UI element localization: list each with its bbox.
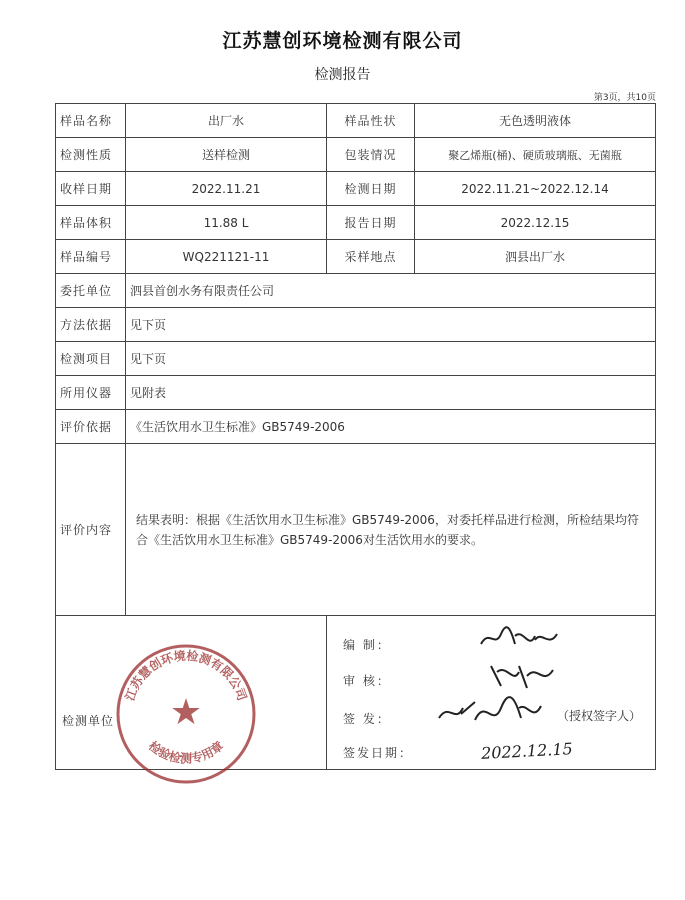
eval-basis-label: 评价依据 (56, 410, 126, 444)
testing-org-label: 检测单位 (62, 714, 115, 728)
sample-name-label: 样品名称 (56, 104, 126, 138)
sample-id-label: 样品编号 (56, 240, 126, 274)
compiled-label: 编 制： (343, 638, 391, 652)
table-row (56, 104, 656, 138)
receive-date-label: 收样日期 (56, 172, 126, 206)
signature-block (327, 616, 655, 769)
reviewed-signature (487, 658, 557, 692)
authority-note: （授权签字人） (557, 709, 642, 723)
reviewed-label: 审 核： (343, 674, 391, 688)
table-row (56, 206, 656, 240)
document-type: 检测报告 (314, 67, 371, 83)
method-basis-label: 方法依据 (56, 308, 126, 342)
table-row (56, 410, 656, 444)
approved-label: 签 发： (343, 712, 391, 726)
client-value: 泗县首创水务有限责任公司 (126, 274, 656, 308)
issue-date-handwritten (477, 734, 595, 764)
stamp-bottom-text: 检验检测专用章 (145, 738, 227, 766)
issue-date-text: 2022.12.15 (480, 739, 574, 763)
eval-basis-value: 《生活饮用水卫生标准》GB5749-2006 (126, 410, 656, 444)
table-row (56, 444, 656, 616)
eval-content-value: 结果表明：根据《生活饮用水卫生标准》GB5749-2006，对委托样品进行检测，所检结果均符合《生活饮用水卫生标准》GB5749-2006对生活饮用水的要求。 (126, 444, 656, 616)
page-number: 第3页，共10页 (593, 93, 656, 103)
eval-content-label: 评价内容 (56, 444, 126, 616)
table-row (56, 240, 656, 274)
official-stamp (112, 640, 260, 788)
table-row (56, 172, 656, 206)
instruments-value: 见附表 (126, 376, 656, 410)
table-row (56, 342, 656, 376)
packaging-value: 聚乙烯瓶(桶)、硬质玻璃瓶、无菌瓶 (415, 138, 656, 172)
sample-volume-label: 样品体积 (56, 206, 126, 240)
table-row (56, 376, 656, 410)
stamp-star-icon: ★ (169, 692, 203, 733)
stamp-top-text: 江苏慧创环境检测有限公司 (122, 648, 250, 703)
company-name: 江苏慧创环境检测有限公司 (222, 30, 463, 52)
test-date-value: 2022.11.21~2022.12.14 (415, 172, 656, 206)
receive-date-value: 2022.11.21 (126, 172, 327, 206)
issue-date-label: 签发日期： (343, 746, 414, 760)
approved-signature (435, 694, 545, 734)
test-items-value: 见下页 (126, 342, 656, 376)
signature-cell (327, 616, 656, 770)
test-items-label: 检测项目 (56, 342, 126, 376)
sample-state-label: 样品性状 (327, 104, 415, 138)
client-label: 委托单位 (56, 274, 126, 308)
compiled-signature (477, 624, 562, 654)
report-date-value: 2022.12.15 (415, 206, 656, 240)
test-date-label: 检测日期 (327, 172, 415, 206)
test-nature-value: 送样检测 (126, 138, 327, 172)
table-row (56, 274, 656, 308)
sample-name-value: 出厂水 (126, 104, 327, 138)
sampling-site-label: 采样地点 (327, 240, 415, 274)
method-basis-value: 见下页 (126, 308, 656, 342)
table-row (56, 308, 656, 342)
report-date-label: 报告日期 (327, 206, 415, 240)
packaging-label: 包装情况 (327, 138, 415, 172)
sample-state-value: 无色透明液体 (415, 104, 656, 138)
sample-volume-value: 11.88 L (126, 206, 327, 240)
test-nature-label: 检测性质 (56, 138, 126, 172)
sampling-site-value: 泗县出厂水 (415, 240, 656, 274)
sample-id-value: WQ221121-11 (126, 240, 327, 274)
instruments-label: 所用仪器 (56, 376, 126, 410)
table-row (56, 138, 656, 172)
